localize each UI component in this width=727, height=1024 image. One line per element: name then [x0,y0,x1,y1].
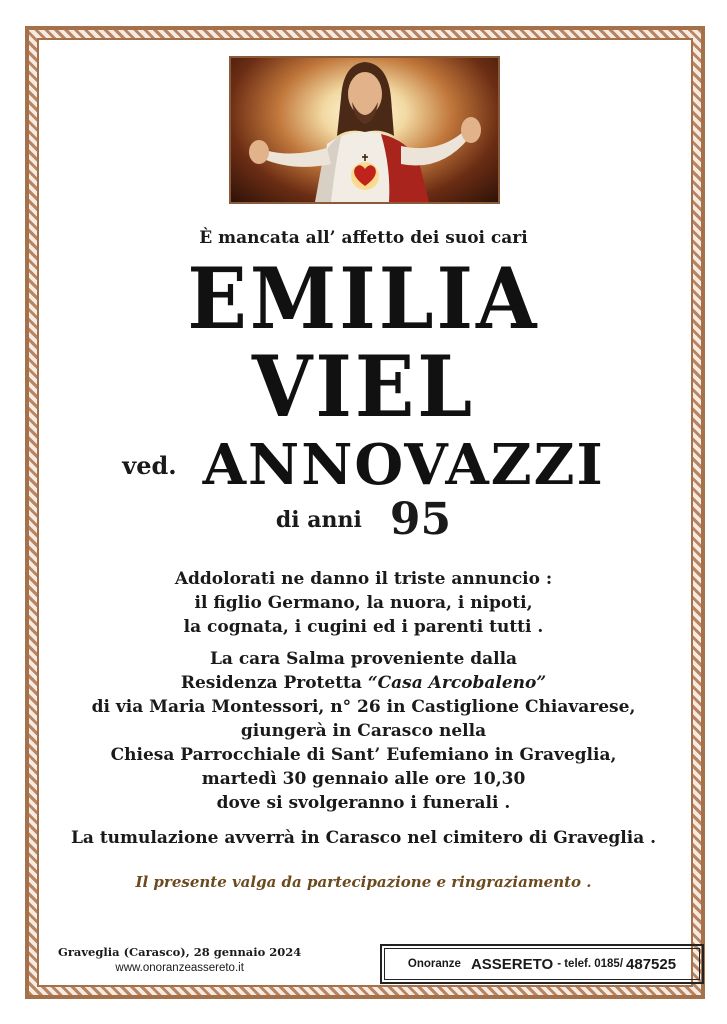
age-label: di anni [275,506,362,533]
footer-place-block [58,945,301,974]
family-line: Addolorati ne danno il triste annuncio : [174,569,553,589]
arrangement-line: martedì 30 gennaio alle ore 10,30 [201,769,526,789]
age-row [0,494,727,545]
arrangement-line: giungerà in Carasco nella [240,721,487,741]
family-line: la cognata, i cugini ed i parenti tutti . [183,617,544,637]
married-name-row [0,432,727,498]
agency-phone-label: - telef. 0185/ [557,958,624,970]
arrangement-line: dove si svolgeranno i funerali . [216,793,511,813]
website-link[interactable]: www.onoranzeassereto.it [115,962,244,974]
residence-name: “Casa Arcobaleno” [367,673,547,693]
sacred-heart-portrait-icon [229,56,500,204]
arrangement-line: Chiesa Parrocchiale di Sant’ Eufemiano in Graveglia, [110,745,617,765]
arrangement-line [0,671,727,695]
married-name: ANNOVAZZI [202,432,605,498]
last-name: VIEL [251,338,476,437]
family-announcement [0,567,727,639]
first-name: EMILIA [187,250,540,349]
thanks-line: Il presente valga da partecipazione e ringraziamento . [135,873,592,891]
agency-prefix: Onoranze [407,958,461,970]
place-date: Graveglia (Carasco), 28 gennaio 2024 [58,945,302,959]
funeral-agency-box [380,944,704,984]
agency-name: ASSERETO [470,955,554,973]
funeral-agency-inner [384,948,700,980]
burial-line: La tumulazione avverrà in Carasco nel cimitero di Graveglia . [70,828,657,848]
agency-phone: 487525 [626,955,677,973]
arrangement-line: La cara Salma proveniente dalla [209,649,518,669]
arrangement-line: di via Maria Montessori, n° 26 in Castiglione Chiavarese, [91,697,636,717]
residence-prefix: Residenza Protetta [180,673,368,693]
age-value: 95 [389,494,452,545]
family-line: il figlio Germano, la nuora, i nipoti, [194,593,533,613]
ved-label: ved. [122,450,177,480]
funeral-arrangement [0,647,727,815]
intro-line: È mancata all’ affetto dei suoi cari [199,228,528,248]
